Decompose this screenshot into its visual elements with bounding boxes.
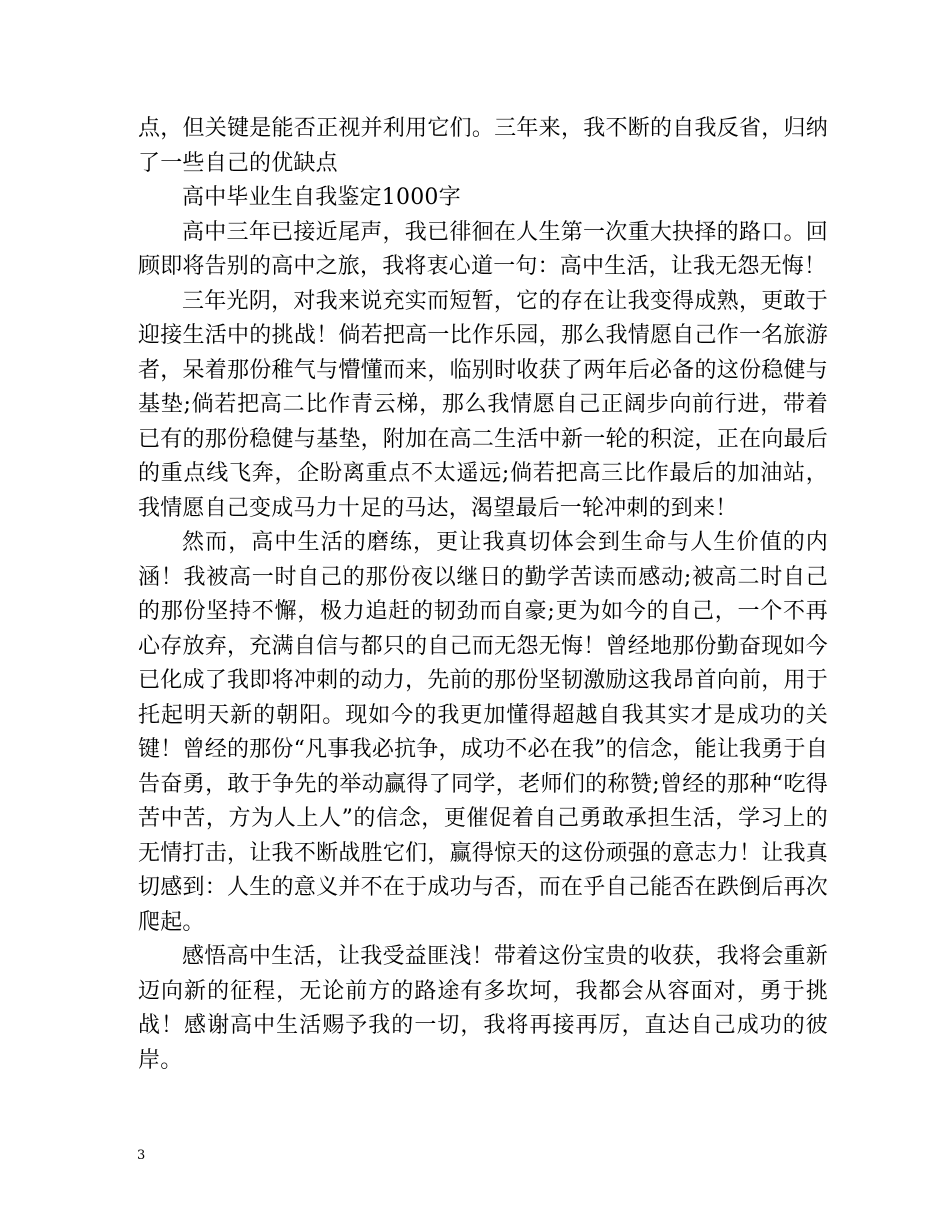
paragraph-conclusion: 感悟高中生活，让我受益匪浅！带着这份宝贵的收获，我将会重新迈向新的征程，无论前方的路途有多坎坷，我都会从容面对，勇于挑战！感谢高中生活赐予我的一切，我将再接再厉，直达自己成功的彼岸。 (138, 944, 828, 1073)
paragraph-heading: 高中毕业生自我鉴定1000字 (182, 185, 461, 210)
paragraph-intro: 高中三年已接近尾声，我已徘徊在人生第一次重大抉择的路口。回顾即将告别的高中之旅，我将衷心道一句：高中生活，让我无怨无悔！ (138, 219, 828, 279)
paragraph-continuation: 点，但关键是能否正视并利用它们。三年来，我不断的自我反省，归纳了一些自己的优缺点 (138, 116, 828, 176)
body-text (138, 112, 828, 1078)
page-number: 3 (137, 1148, 146, 1163)
paragraph-three-years: 三年光阴，对我来说充实而短暂，它的存在让我变得成熟，更敢于迎接生活中的挑战！倘若把高一比作乐园，那么我情愿自己作一名旅游者，呆着那份稚气与懵懂而来，临别时收获了两年后必备的这份稳健与基垫;倘若把高二比作青云梯，那么我情愿自己正阔步向前行进，带着已有的那份稳健与基垫，附加在高二生活中新一轮的积淀，正在向最后的重点线飞奔，企盼离重点不太遥远;倘若把高三比作最后的加油站，我情愿自己变成马力十足的马达，渴望最后一轮冲刺的到来！ (138, 288, 828, 521)
paragraph-reflection: 然而，高中生活的磨练，更让我真切体会到生命与人生价值的内涵！我被高一时自己的那份夜以继日的勤学苦读而感动;被高二时自己的那份坚持不懈，极力追赶的韧劲而自豪;更为如今的自己，一个不再心存放弃，充满自信与都只的自己而无怨无悔！曾经地那份勤奋现如今已化成了我即将冲刺的动力，先前的那份坚韧激励这我昂首向前，用于托起明天新的朝阳。现如今的我更加懂得超越自我其实才是成功的关键！曾经的那份“凡事我必抗争，成功不必在我”的信念，能让我勇于自告奋勇，敢于争先的举动赢得了同学，老师们的称赞;曾经的那种“吃得苦中苦，方为人上人”的信念，更催促着自己勇敢承担生活，学习上的无情打击，让我不断战胜它们，赢得惊天的这份顽强的意志力！让我真切感到：人生的意义并不在于成功与否，而在乎自己能否在跌倒后再次爬起。 (138, 530, 828, 935)
